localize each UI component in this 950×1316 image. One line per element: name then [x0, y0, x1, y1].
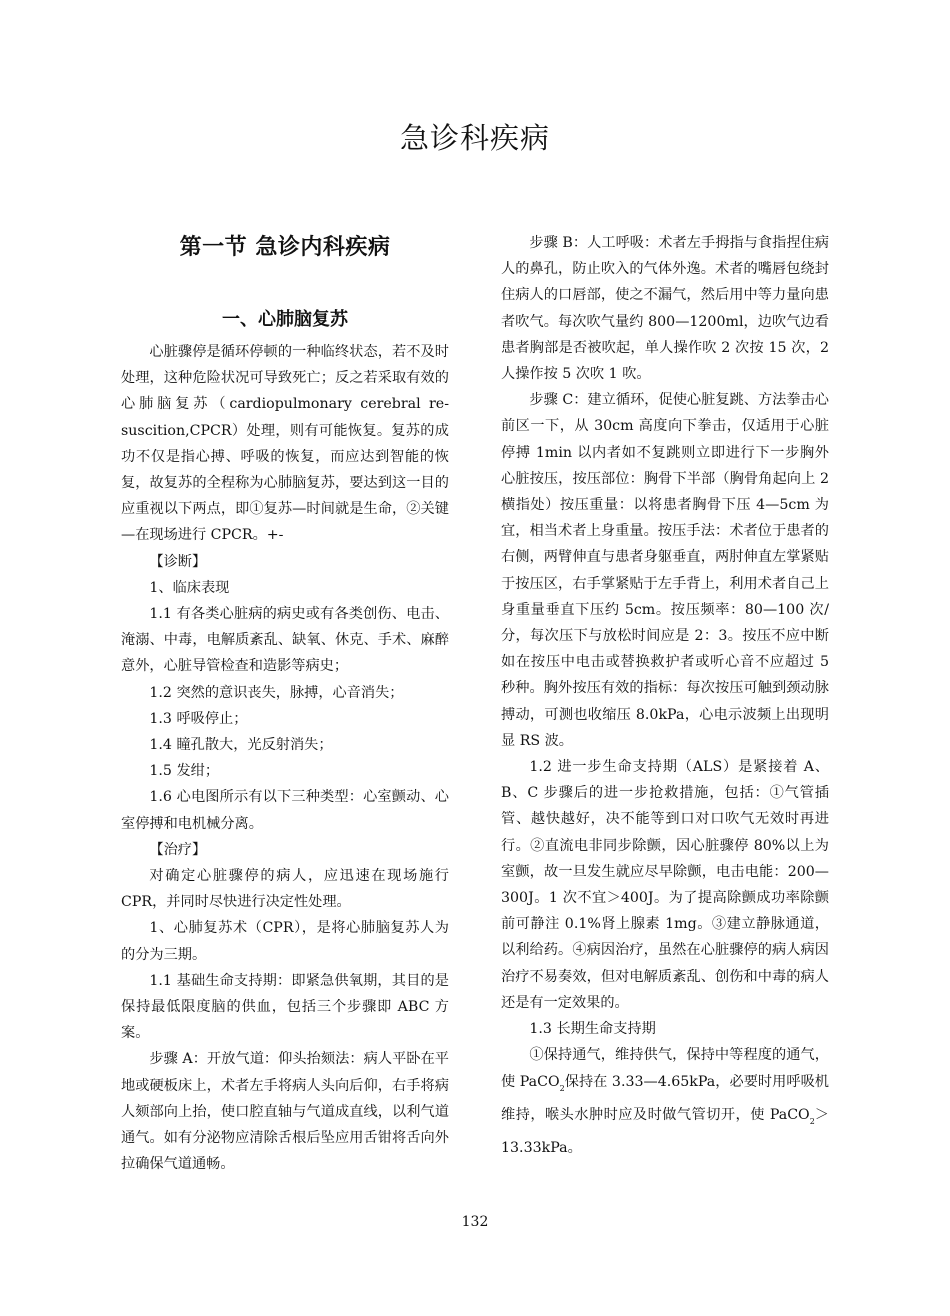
treatment-heading: 【治疗】 [149, 841, 207, 858]
text-run: ＞13.33kPa。 [501, 1106, 829, 1156]
paragraph: 1.2 进一步生命支持期（ALS）是紧接着 A、B、C 步骤后的进一步抢救措施，包括：①气管插管、越快越好，决不能等到口对口吹气无效时再进行。②直流电非同步除颤，因心脏骤停 80%以上为室颤，故一旦发生就应尽早除颤，电击电能：200—300J。1 次不宜＞400J。为了提高除颤成功率除颤前可静注 0.1%肾上腺素 1mg。③建立静脉通道，以利给药。④病因治疗，虽然在心脏骤停的病人病因治疗不易奏效，但对电解质紊乱、创伤和中毒的病人还是有一定效果的。 [501, 759, 829, 1011]
paragraph: 1.5 发绀； [149, 763, 220, 780]
text-run: 保持在 3.33—4.65kPa，必要时用呼吸机维持，喉头水肿时应及时做气管切开，使 PaCO [501, 1073, 829, 1123]
paragraph: 1.4 瞳孔散大，光反射消失； [149, 737, 333, 754]
paragraph: 对确定心脏骤停的病人，应迅速在现场施行 CPR，并同时尽快进行决定性处理。 [121, 868, 449, 911]
chapter-title: 急诊科疾病 [399, 121, 550, 155]
section-title: 第一节 急诊内科疾病 [179, 235, 391, 260]
page-number: 132 [461, 1214, 489, 1230]
subscript: 2 [559, 1083, 565, 1093]
left-column [121, 339, 449, 1178]
paragraph: 1.6 心电图所示有以下三种类型：心室颤动、心室停搏和电机械分离。 [121, 789, 449, 832]
subscript: 2 [809, 1116, 815, 1126]
diagnosis-heading: 【诊断】 [149, 553, 207, 570]
paragraph: 1.2 突然的意识丧失，脉搏，心音消失； [149, 684, 404, 701]
right-column [501, 230, 829, 1161]
paragraph: 1.3 呼吸停止； [149, 710, 248, 727]
paragraph: 心脏骤停是循环停顿的一种临终状态，若不及时处理，这种危险状况可导致死亡；反之若采取有效的心肺脑复苏（cardiopulmonary cerebral re-suscition,CPCR）处理，则有可能恢复。复苏的成功不仅是指心搏、呼吸的恢复，而应达到智能的恢复，故复苏的全程称为心肺脑复苏，要达到这一目的应重视以下两点，即①复苏—时间就是生命，②关键—在现场进行 CPCR。+- [121, 344, 449, 544]
paragraph: 步骤 A：开放气道：仰头抬颏法：病人平卧在平地或硬板床上，术者左手将病人头向后仰，右手将病人颏部向上抬，使口腔直轴与气道成直线，以利气道通气。如有分泌物应清除舌根后坠应用舌钳将舌向外拉确保气道通畅。 [121, 1051, 449, 1173]
paragraph [501, 1042, 829, 1161]
paragraph: 步骤 C：建立循环，促使心脏复跳、方法拳击心前区一下，从 30cm 高度向下拳击，仅适用于心脏停搏 1min 以内者如不复跳则立即进行下一步胸外心脏按压，按压部位：胸骨下半部（胸骨角起向上 2 横指处）按压重量：以将患者胸骨下压 4—5cm 为宜，相当术者上身重量。按压手法：术者位于患者的右侧，两臂伸直与患者身躯垂直，两肘伸直左掌紧贴于按压区，右手掌紧贴于左手背上，利用术者自己上身重量垂直下压约 5cm。按压频率：80—100 次/分，每次压下与放松时间应是 2：3。按压不应中断如在按压中电击或替换救护者或听心音不应超过 5 秒种。胸外按压有效的指标：每次按压可触到颈动脉搏动，可测也收缩压 8.0kPa，心电示波频上出现明显 RS 波。 [501, 392, 829, 749]
paragraph: 1.1 基础生命支持期：即紧急供氧期，其目的是保持最低限度脑的供血，包括三个步骤即 ABC 方案。 [121, 972, 449, 1042]
paragraph: 1、临床表现 [149, 579, 230, 596]
paragraph: 1.3 长期生命支持期 [529, 1021, 656, 1038]
paragraph: 1、心肺复苏术（CPR），是将心肺脑复苏人为的分为三期。 [121, 920, 449, 963]
subsection-title: 一、心肺脑复苏 [222, 309, 348, 330]
text-run: ①保持通气，维持供气，保持中等程度的通气，使 PaCO [501, 1047, 829, 1090]
paragraph: 1.1 有各类心脏病的病史或有各类创伤、电击、淹溺、中毒，电解质紊乱、缺氧、休克、手术、麻醉意外，心脏导管检查和造影等病史； [121, 606, 449, 675]
paragraph: 步骤 B：人工呼吸：术者左手拇指与食指捏住病人的鼻孔，防止吹入的气体外逸。术者的嘴唇包绕封住病人的口唇部，使之不漏气，然后用中等力量向患者吹气。每次吹气量约 800—1200ml，边吹气边看患者胸部是否被吹起，单人操作吹 2 次按 15 次，2 人操作按 5 次吹 1 吹。 [501, 235, 829, 383]
